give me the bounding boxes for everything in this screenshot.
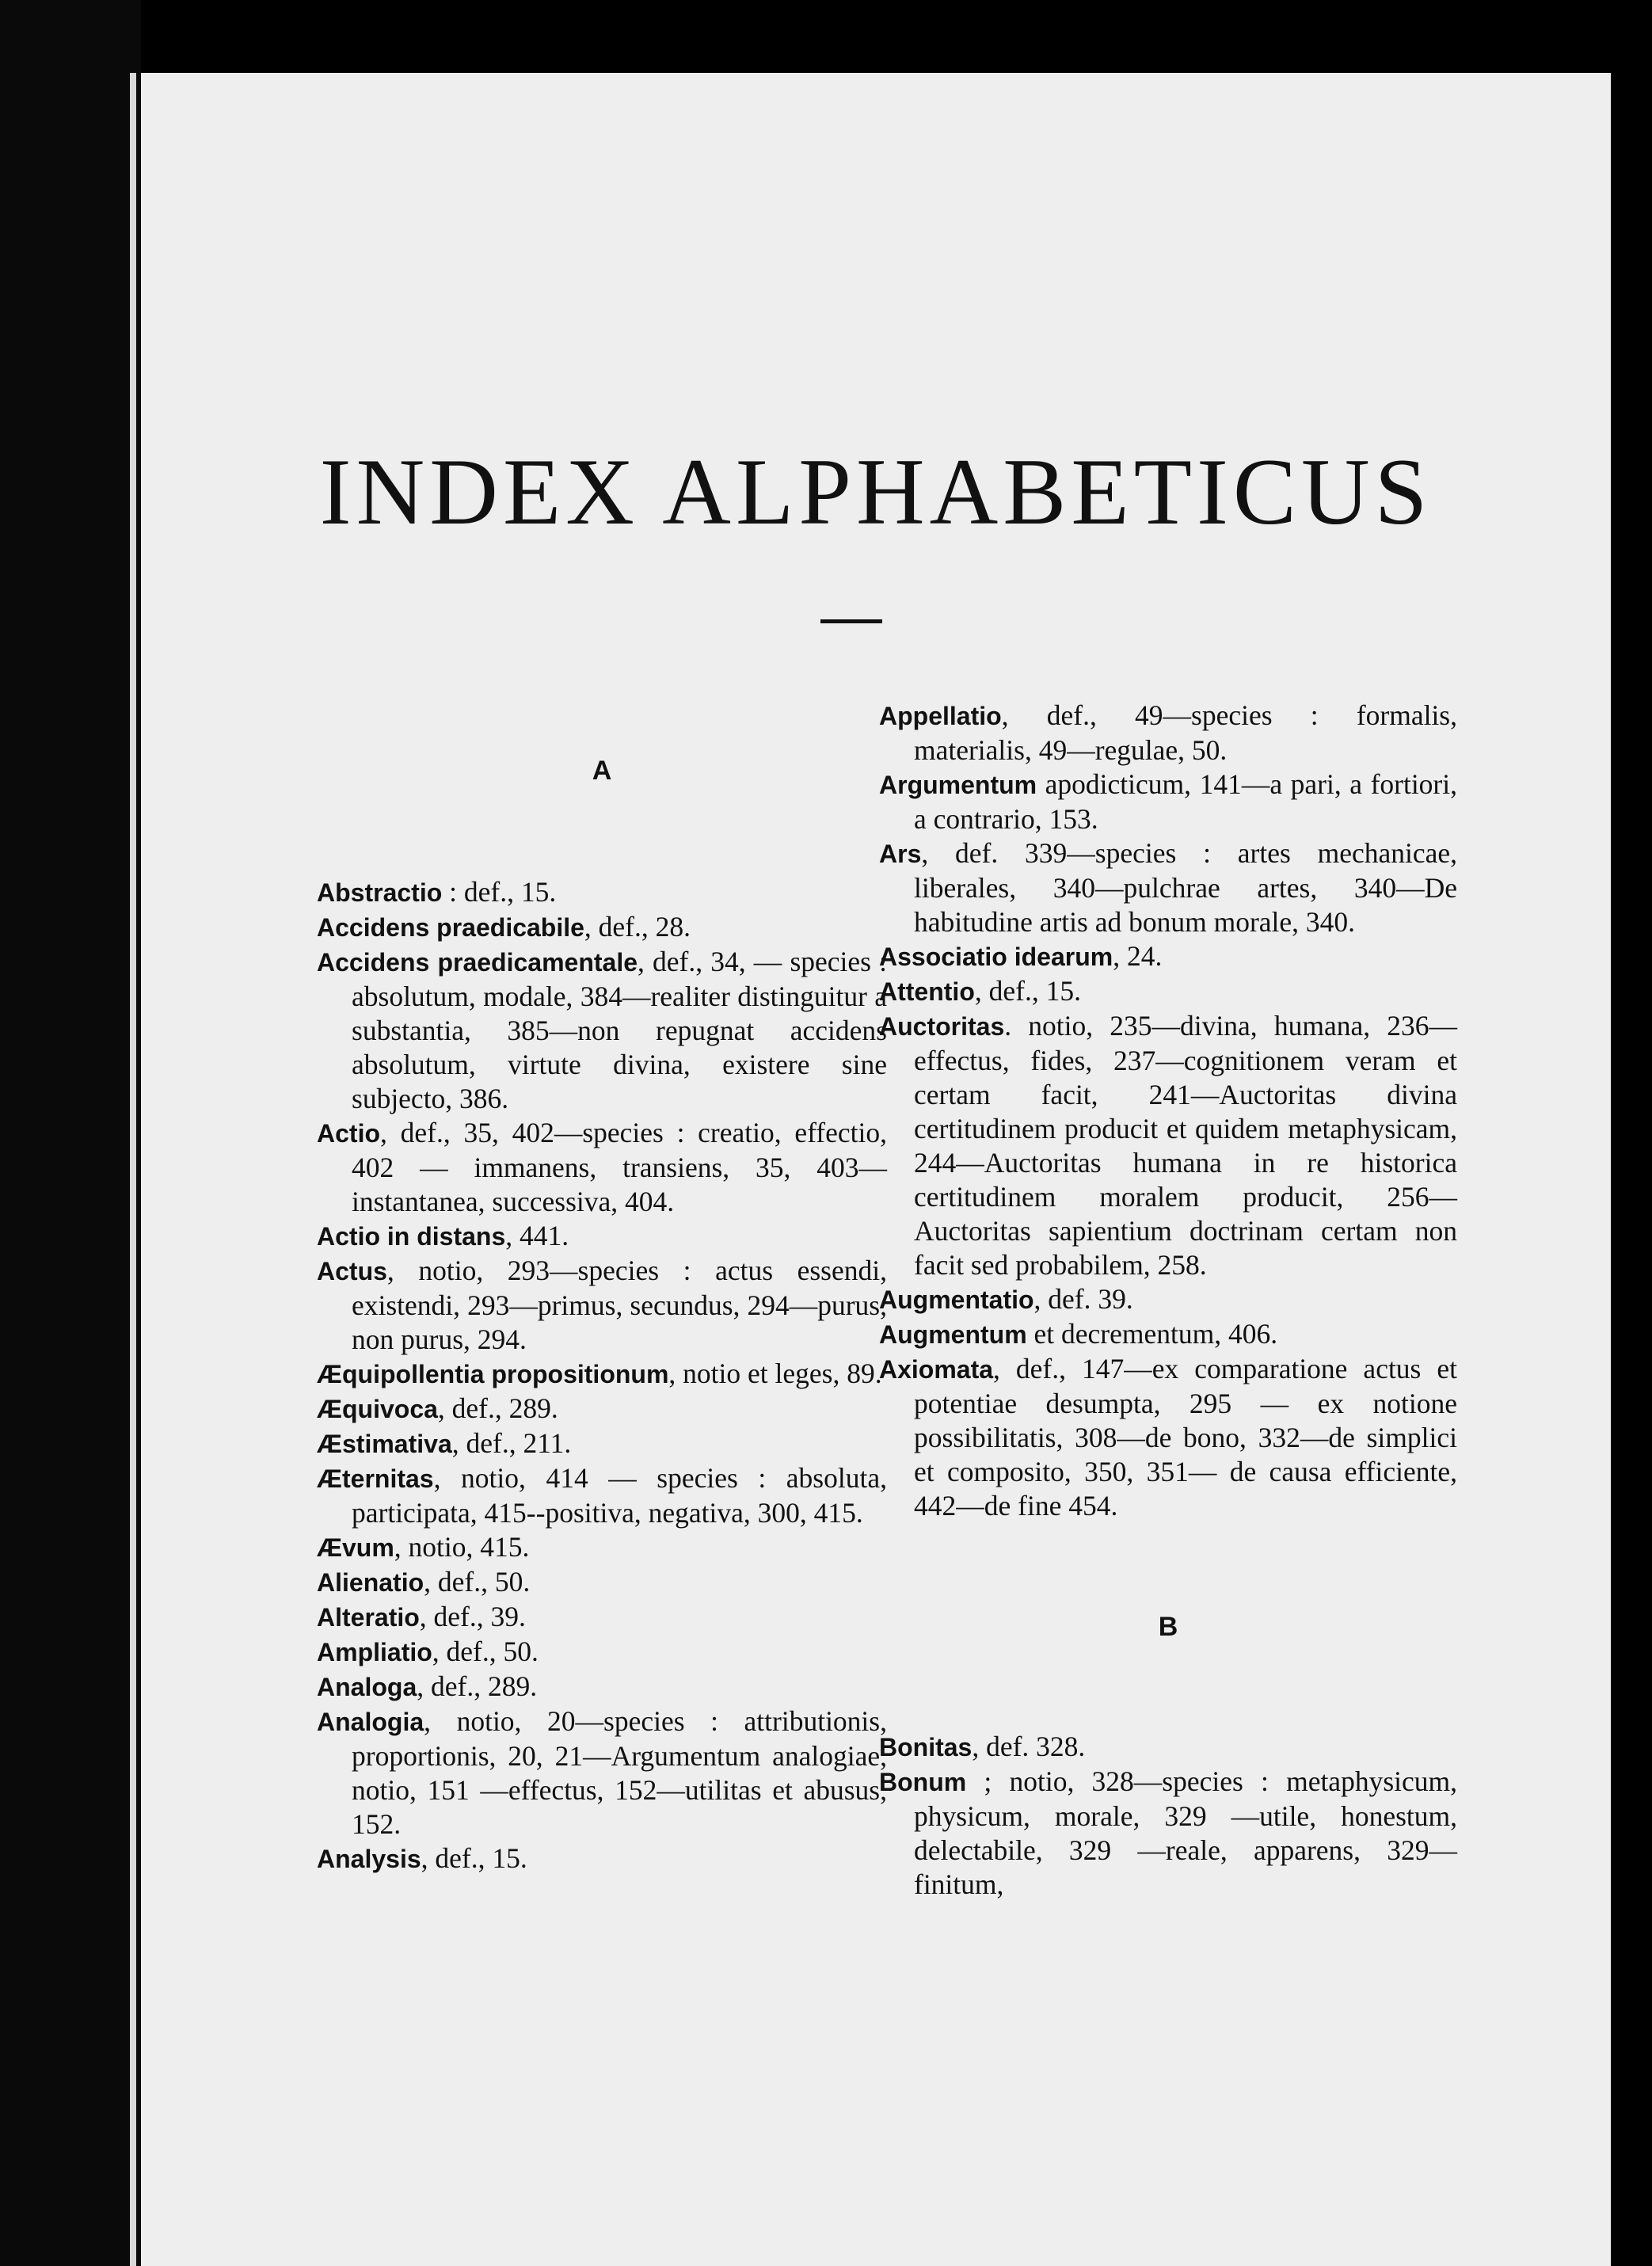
- index-entry-text: . notio, 235—divina, humana, 236—effectus, fides, 237—cognitionem veram et certam facit, 241—Auctoritas divina certitudinem producit et quidem metaphysicam, 244—Auctoritas humana in re historica certitudinem moralem producit, 256—Auctoritas sapientium doctrinam certam non facit sed probabilem, 258.: [914, 1010, 1457, 1281]
- index-entry: [317, 1530, 887, 1565]
- index-entry-head: Augmentatio: [879, 1285, 1034, 1314]
- index-entry-text: ; notio, 328—species : metaphysicum, physicum, morale, 329 —utile, honestum, delectabile, 329 —reale, apparens, 329—finitum,: [914, 1765, 1457, 1900]
- index-entry: [317, 1357, 887, 1392]
- index-entry-head: Axiomata: [879, 1355, 994, 1384]
- index-entry: [317, 1635, 887, 1670]
- index-entry-head: Associatio idearum: [879, 943, 1113, 971]
- index-entry-head: Analysis: [317, 1845, 421, 1873]
- index-entry-head: Alienatio: [317, 1568, 424, 1597]
- index-entry: [317, 1565, 887, 1600]
- index-entry-text: apodicticum, 141—a pari, a fortiori, a contrario, 153.: [914, 768, 1457, 835]
- index-entry: [879, 767, 1457, 836]
- index-entry: [317, 1461, 887, 1530]
- index-entry-text: , def., 28.: [584, 911, 691, 943]
- index-entry-text: , notio et leges, 89.: [668, 1358, 882, 1389]
- index-entry: [879, 1317, 1457, 1352]
- index-entry-text: , def., 39.: [419, 1601, 526, 1632]
- index-entry: [317, 945, 887, 1116]
- index-entry-text: , def., 35, 402—species : creatio, effectio, 402 — immanens, transiens, 35, 403—instantanea, successiva, 404.: [352, 1117, 887, 1217]
- index-entry-head: Actio: [317, 1119, 380, 1148]
- index-entry-head: Æquipollentia propositionum: [317, 1360, 669, 1388]
- index-entry-text: , def., 49—species : formalis, materialis, 49—regulae, 50.: [914, 699, 1457, 766]
- index-entry-text: , def., 289.: [437, 1392, 558, 1424]
- index-entry-text: , def., 147—ex comparatione actus et potentiae desumpta, 295 — ex notione possibilitatis, 308—de bono, 332—de simplici et composito, 350, 351— de causa efficiente, 442—de fine 454.: [914, 1353, 1457, 1521]
- index-entry-head: Æstimativa: [317, 1430, 452, 1458]
- index-entry: [879, 836, 1457, 939]
- index-entry-text: , def. 339—species : artes mechanicae, liberales, 340—pulchrae artes, 340—De habitudine artis ad bonum morale, 340.: [914, 837, 1457, 938]
- index-entry-head: Bonum: [879, 1768, 967, 1796]
- index-entry: [317, 1254, 887, 1357]
- index-entry-head: Ars: [879, 840, 922, 868]
- index-entry-text: , def., 289.: [417, 1670, 538, 1702]
- right-column: [879, 699, 1457, 1902]
- book-page: [141, 73, 1611, 2266]
- index-entry-text: et decrementum, 406.: [1026, 1318, 1278, 1350]
- index-entry-text: , notio, 415.: [394, 1531, 530, 1563]
- index-entry: [317, 1670, 887, 1704]
- index-entry: [879, 974, 1457, 1009]
- index-entry: [317, 1704, 887, 1841]
- index-entry-head: Ævum: [317, 1533, 394, 1562]
- section-letter-b: B: [1158, 1612, 1178, 1642]
- index-entry: [879, 1730, 1457, 1765]
- index-entry-text: , def., 15.: [421, 1842, 527, 1874]
- index-entry-text: , 441.: [505, 1220, 569, 1251]
- index-entry-head: Accidens praedicamentale: [317, 948, 638, 977]
- index-entry-head: Augmentum: [879, 1320, 1027, 1349]
- index-entry: [317, 1392, 887, 1426]
- index-entry-head: Attentio: [879, 977, 975, 1006]
- index-entry-text: , notio, 414 — species : absoluta, participata, 415--positiva, negativa, 300, 415.: [352, 1462, 887, 1529]
- index-entry-text: , notio, 293—species : actus essendi, existendi, 293—primus, secundus, 294—purus, non purus, 294.: [352, 1255, 887, 1355]
- index-entry: [879, 1765, 1457, 1902]
- index-entry-head: Argumentum: [879, 771, 1037, 799]
- right-entries-b: [879, 1730, 1457, 1902]
- right-entries-a: [879, 699, 1457, 1523]
- index-entry-text: , notio, 20—species : attributionis, proportionis, 20, 21—Argumentum analogiae, notio, 151 —effectus, 152—utilitas et abusus, 152.: [352, 1705, 887, 1840]
- index-entry-head: Appellatio: [879, 702, 1002, 730]
- index-entry-head: Actio in distans: [317, 1222, 506, 1251]
- index-entry-head: Alteratio: [317, 1603, 420, 1632]
- index-entry-head: Æquivoca: [317, 1395, 438, 1423]
- index-entry-text: , def., 211.: [451, 1427, 572, 1459]
- book-spine-shadow: [0, 0, 141, 2266]
- index-entry: [317, 1116, 887, 1219]
- index-entry-text: , def., 50.: [432, 1636, 539, 1667]
- index-entry-text: , def., 34, — species : absolutum, modale, 384—realiter distinguitur a substantia, 385—non repugnat accidens absolutum, virtute divina, existere sine subjecto, 386.: [352, 946, 887, 1114]
- index-entry-text: : def., 15.: [442, 876, 557, 908]
- index-entry: [317, 875, 887, 910]
- index-entry-text: , def. 328.: [972, 1731, 1086, 1762]
- left-column: [317, 754, 887, 1876]
- page-title: INDEX ALPHABETICUS: [319, 439, 1433, 544]
- index-entry-head: Abstractio: [317, 878, 443, 907]
- index-entry-head: Accidens praedicabile: [317, 913, 584, 942]
- section-letter-a: A: [592, 756, 612, 786]
- index-entry-head: Ampliatio: [317, 1638, 432, 1666]
- index-entry: [317, 1219, 887, 1254]
- left-entries: [317, 875, 887, 1876]
- index-entry: [879, 939, 1457, 974]
- index-entry-head: Æternitas: [317, 1464, 434, 1493]
- index-entry-head: Analogia: [317, 1708, 424, 1736]
- index-entry-head: Bonitas: [879, 1733, 973, 1761]
- index-entry: [879, 1009, 1457, 1282]
- index-entry-text: , def. 39.: [1033, 1283, 1133, 1315]
- index-entry-head: Actus: [317, 1257, 387, 1285]
- index-entry-head: Analoga: [317, 1673, 417, 1701]
- index-entry: [879, 1282, 1457, 1317]
- index-entry: [317, 1841, 887, 1876]
- index-entry: [317, 910, 887, 945]
- title-rule: [820, 619, 882, 623]
- index-entry-head: Auctoritas: [879, 1012, 1005, 1041]
- index-entry-text: , 24.: [1113, 940, 1163, 972]
- index-entry: [879, 699, 1457, 767]
- index-entry-text: , def., 15.: [974, 975, 1081, 1007]
- index-entry: [317, 1600, 887, 1635]
- page-edge-line: [130, 73, 136, 2266]
- index-entry-text: , def., 50.: [424, 1566, 531, 1598]
- index-entry: [317, 1426, 887, 1461]
- index-entry: [879, 1352, 1457, 1523]
